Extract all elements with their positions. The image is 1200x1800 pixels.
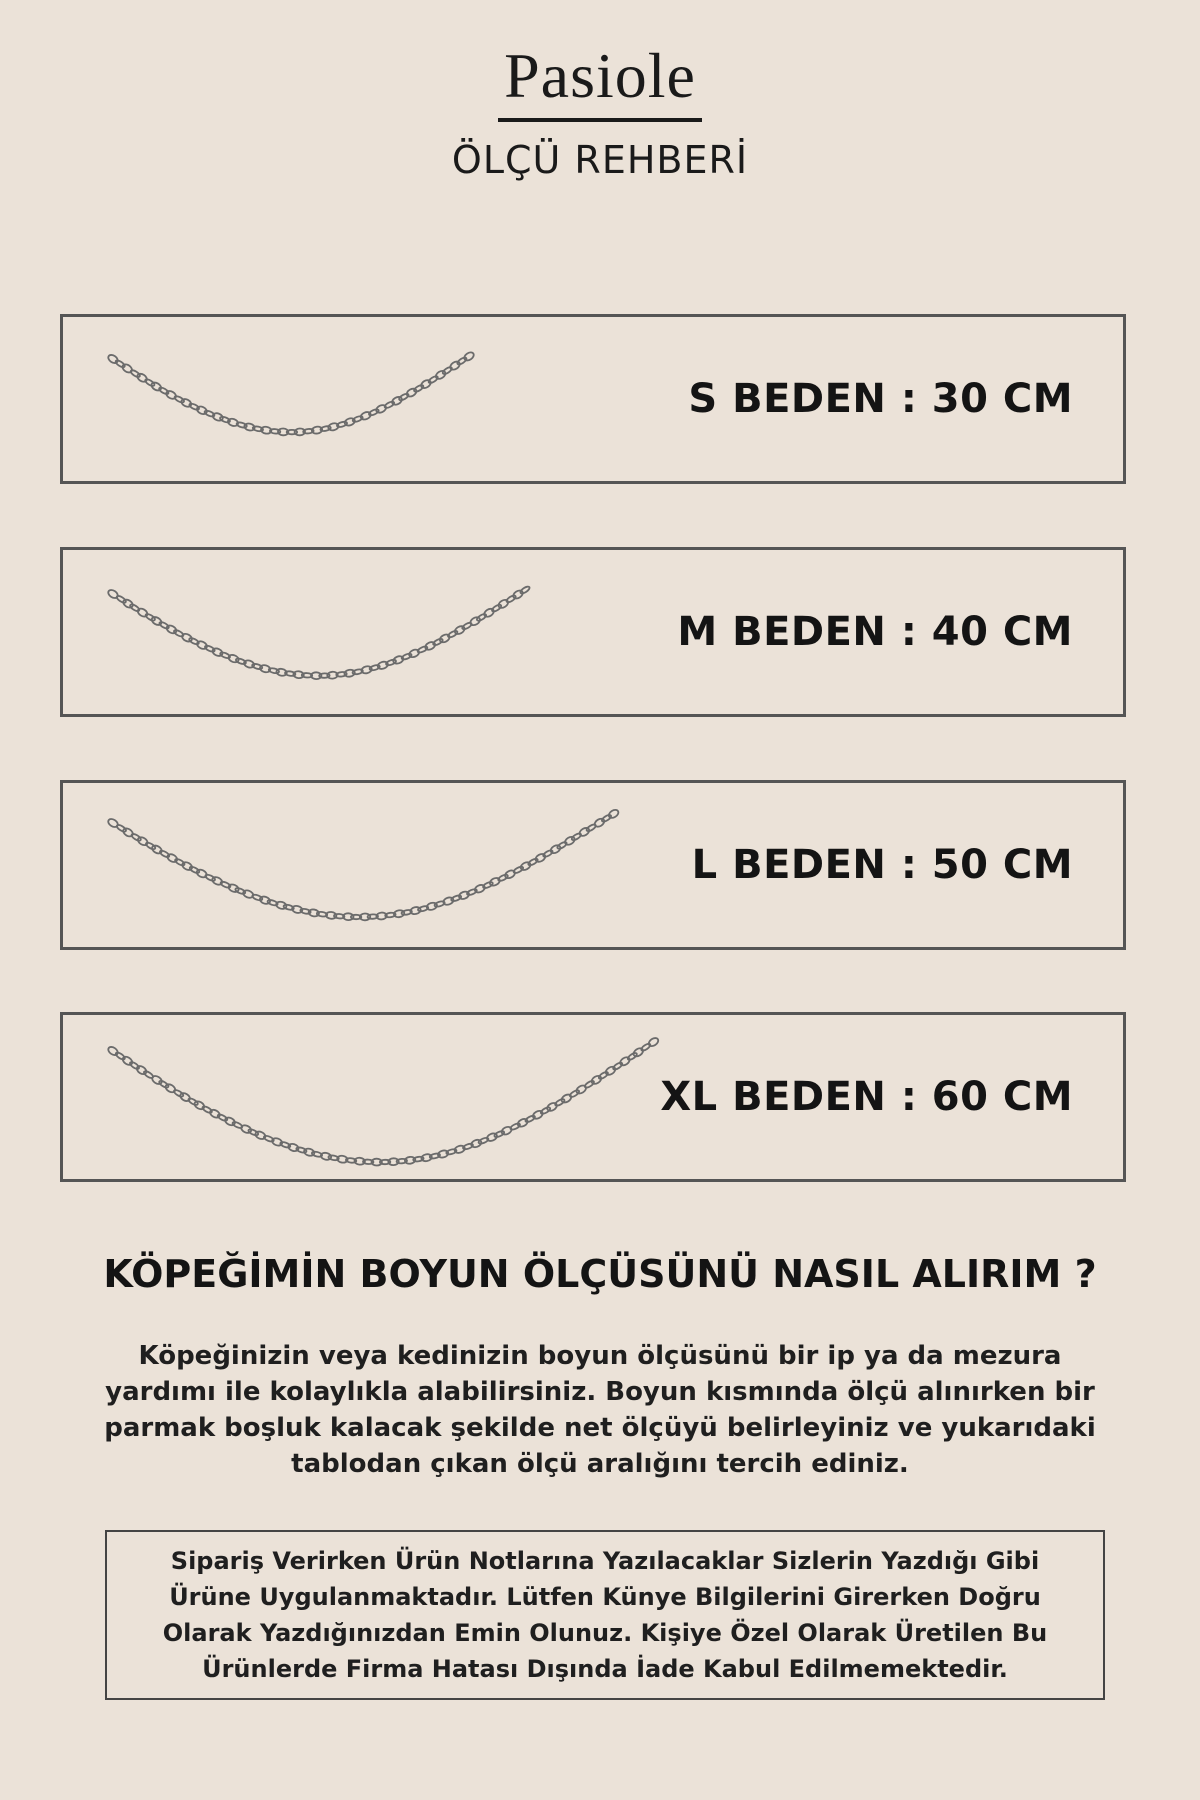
chain-link xyxy=(619,1056,631,1067)
chain-link xyxy=(512,589,524,600)
size-label: M BEDEN : 40 CM xyxy=(677,609,1073,655)
chain-link xyxy=(556,841,567,850)
size-label: S BEDEN : 30 CM xyxy=(688,376,1073,422)
chain-link xyxy=(476,613,487,622)
chain-link xyxy=(135,1064,147,1075)
chain-link xyxy=(632,1047,644,1058)
chain-link xyxy=(115,1051,126,1060)
chain-link xyxy=(121,1055,133,1066)
chain-link xyxy=(647,1036,659,1047)
chain-link xyxy=(398,393,409,402)
chain-link xyxy=(420,378,432,389)
brand-logo: Pasiole xyxy=(498,40,702,122)
chain-link xyxy=(640,1042,651,1051)
page-subtitle: ÖLÇÜ REHBERİ xyxy=(451,138,749,182)
notice-text: Sipariş Verirken Ürün Notlarına Yazılacaklar Sizlerin Yazdığı Gibi Ürüne Uygulanmaktadır. Lütfen Künye Bilgilerini Girerken Doğru Olarak Yazdığınızdan Emin Olunuz. Kişiye Özel Olarak Üretilen Bu Ürünlerde Firma Hatası Dışında İade Kabul Edilmemektedir. xyxy=(162,1547,1048,1683)
chain-link xyxy=(449,360,461,371)
chain-link xyxy=(442,366,453,375)
size-card-xl xyxy=(60,1012,1126,1182)
size-card-m xyxy=(60,547,1126,717)
size-label: XL BEDEN : 60 CM xyxy=(660,1074,1073,1120)
chain-link xyxy=(463,351,475,362)
chain-link xyxy=(428,375,439,384)
chain-link xyxy=(593,817,605,828)
chain-link xyxy=(604,1065,616,1076)
brand-header xyxy=(0,40,1200,182)
chain-link xyxy=(268,667,279,673)
chain-link xyxy=(612,1061,623,1070)
size-card-l xyxy=(60,780,1126,950)
notice-box xyxy=(105,1530,1105,1700)
chain-link xyxy=(107,1045,119,1056)
chain-link xyxy=(590,1074,602,1085)
size-card-s xyxy=(60,314,1126,484)
guide-heading: KÖPEĞİMİN BOYUN ÖLÇÜSÜNÜ NASIL ALIRIM ? xyxy=(103,1252,1097,1296)
chain-link xyxy=(607,808,619,819)
size-label: L BEDEN : 50 CM xyxy=(691,842,1073,888)
chain-link xyxy=(519,585,530,594)
chain-link xyxy=(107,353,119,364)
guide-body: Köpeğinizin veya kedinizin boyun ölçüsünü bir ip ya da mezura yardımı ile kolaylıkla alabilirsiniz. Boyun kısmında ölçü alınırken bir parmak boşluk kalacak şekilde net ölçüyü belirleyiniz ve yukarıdaki tablodan çıkan ölçü aralığını tercih ediniz. xyxy=(104,1341,1096,1479)
